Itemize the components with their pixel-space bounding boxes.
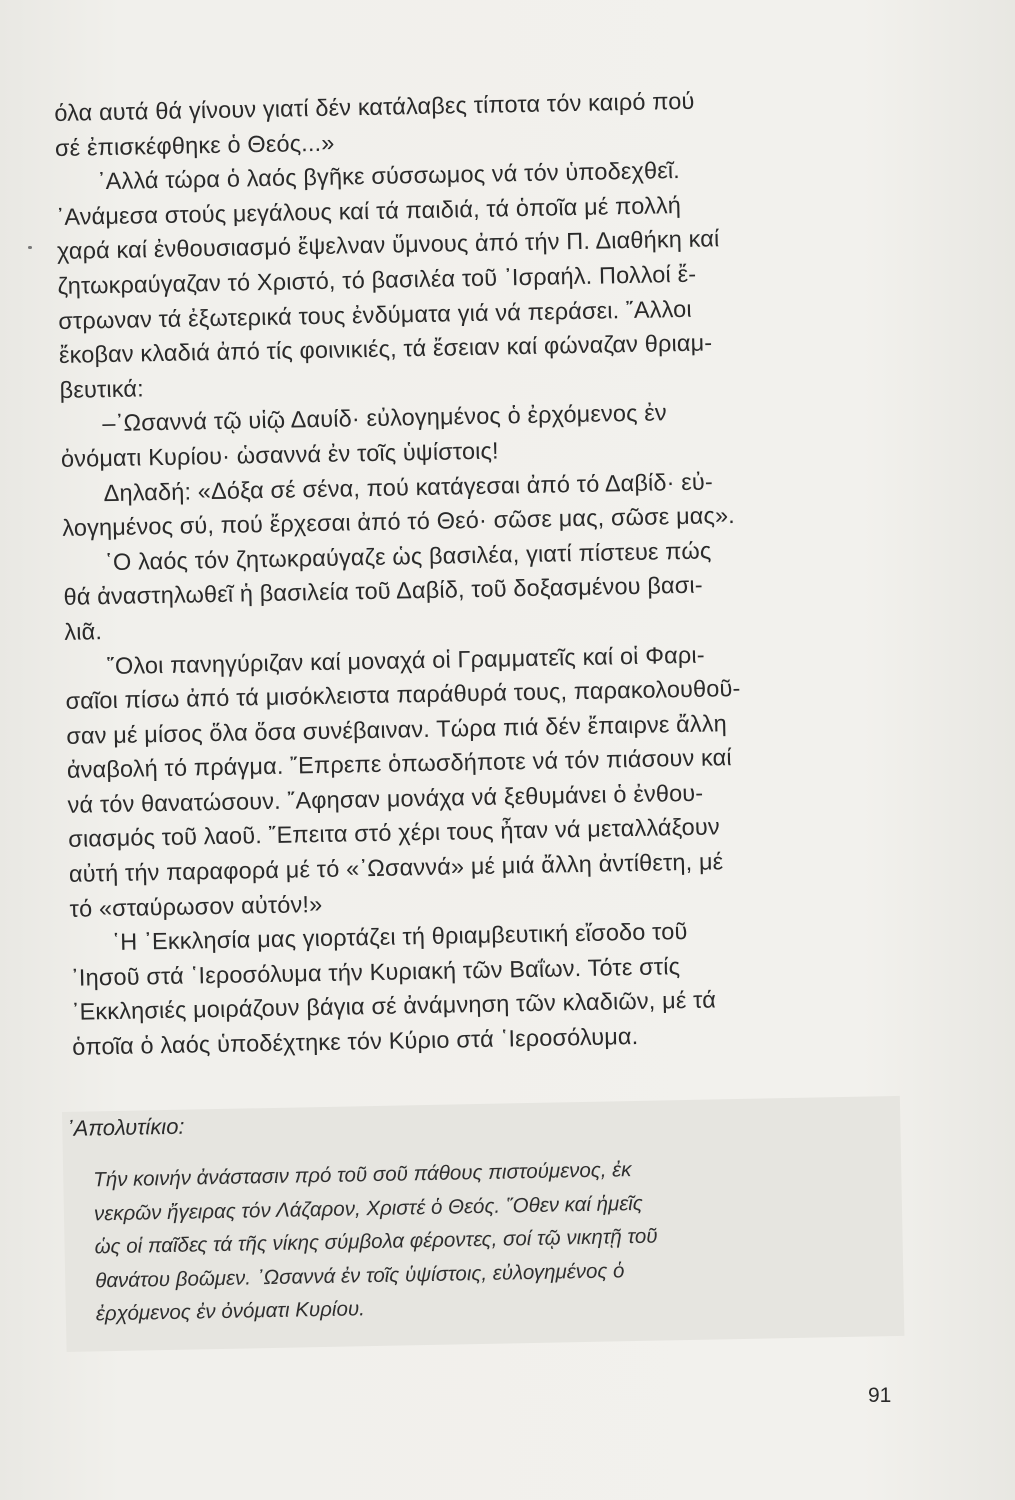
body-line: Δηλαδή: «Δόξα σέ σένα, πού κατάγεσαι ἀπό τό Δαβίδ· εὐ- (103, 467, 714, 506)
body-line: ζητωκραύγαζαν τό Χριστό, τό βασιλέα τοῦ ᾿Ισραήλ. Πολλοί ἔ- (57, 260, 697, 299)
body-line: λογημένος σύ, πού ἔρχεσαι ἀπό τό Θεό· σῶσε μας, σῶσε μας». (62, 502, 736, 542)
body-line: νά τόν θανατώσουν. ῎Αφησαν μονάχα νά ξεθυμάνει ὁ ἐνθου- (67, 779, 704, 818)
body-line: –᾿Ωσαννά τῷ υἱῷ Δαυίδ· εὐλογημένος ὁ ἐρχόμενος ἐν (102, 399, 668, 437)
body-line: ᾿Ανάμεσα στούς μεγάλους καί τά παιδιά, τά ὁποῖα μέ πολλή (56, 191, 682, 230)
apolytikio-line: ὡς οἱ παῖδες τά τῆς νίκης σύμβολα φέροντες, σοί τῷ νικητῇ τοῦ (94, 1224, 658, 1259)
body-line: τό «σταύρωσον αὐτόν!» (69, 890, 323, 922)
body-line: χαρά καί ἐνθουσιασμό ἔψελναν ὕμνους ἀπό τήν Π. Διαθήκη καί (56, 225, 720, 265)
body-line: σιασμός τοῦ λαοῦ. ῎Επειτα στό χέρι τους ἦταν νά μεταλλάξουν (68, 813, 721, 853)
body-line: βευτικά: (59, 375, 145, 403)
apolytikio-title: ᾿Απολυτίκιο: (66, 1113, 185, 1141)
apolytikio-line: Τήν κοινήν ἀνάστασιν πρό τοῦ σοῦ πάθους πιστούμενος, ἐκ (93, 1158, 632, 1192)
body-line: ᾿Αλλά τώρα ὁ λαός βγῆκε σύσσωμος νά τόν ὑποδεχθεῖ. (97, 157, 681, 195)
apolytikio-box (62, 1096, 904, 1352)
body-line: ῾Η ᾿Εκκλησία μας γιορτάζει τή θριαμβευτική εἴσοδο τοῦ (112, 918, 688, 956)
body-line: σαῖοι πίσω ἀπό τά μισόκλειστα παράθυρά τους, παρακολουθοῦ- (65, 675, 741, 714)
page-number: 91 (868, 1384, 892, 1407)
body-line: σαν μέ μίσος ὅλα ὅσα συνέβαιναν. Τώρα πιά δέν ἔπαιρνε ἄλλη (66, 709, 728, 749)
body-line: λιᾶ. (64, 618, 103, 645)
apolytikio-text (93, 1148, 886, 1331)
apolytikio-line: ἐρχόμενος ἐν ὀνόματι Κυρίου. (95, 1297, 366, 1326)
page-speck (28, 246, 32, 249)
body-line: αὐτή τήν παραφορά μέ τό «᾿Ωσαννά» μέ μιά ἄλλη ἀντίθετη, μέ (68, 848, 724, 887)
body-line: ἔκοβαν κλαδιά ἀπό τίς φοινικιές, τά ἔσειαν καί φώναζαν θριαμ- (58, 329, 713, 369)
body-line: ᾿Ιησοῦ στά ῾Ιεροσόλυμα τήν Κυριακή τῶν Βαΐων. Τότε στίς (70, 952, 681, 991)
body-line: ἀναβολή τό πράγμα. ῎Επρεπε ὁπωσδήποτε νά τόν πιάσουν καί (66, 744, 732, 784)
body-line: στρωναν τά ἐξωτερικά τους ἐνδύματα γιά νά περάσει. ῎Αλλοι (58, 295, 692, 334)
body-line: σέ ἐπισκέφθηκε ὁ Θεός...» (54, 129, 335, 161)
body-text (54, 80, 902, 1064)
body-line: ᾿Εκκλησιές μοιράζουν βάγια σέ ἀνάμνηση τῶν κλαδιῶν, μέ τά (71, 986, 717, 1026)
apolytikio-line: θανάτου βοῶμεν. ᾿Ωσαννά ἐν τοῖς ὑψίστοις, εὐλογημένος ὁ (95, 1258, 625, 1292)
body-line: ῞Ολοι πανηγύριζαν καί μοναχά οἱ Γραμματεῖς καί οἱ Φαρι- (106, 641, 705, 679)
body-line: όλα αυτά θά γίνουν γιατί δέν κατάλαβες τίποτα τόν καιρό πού (54, 87, 695, 126)
body-line: θά ἀναστηλωθεῖ ἡ βασιλεία τοῦ Δαβίδ, τοῦ δοξασμένου βασι- (63, 571, 703, 611)
body-line: ῾Ο λαός τόν ζητωκραύγαζε ὡς βασιλέα, γιατί πίστευε πώς (104, 537, 712, 575)
body-line: ὀνόματι Κυρίου· ὡσαννά ἐν τοῖς ὑψίστοις! (60, 437, 499, 472)
body-line: ὁποῖα ὁ λαός ὑποδέχτηκε τόν Κύριο στά ῾Ιεροσόλυμα. (72, 1022, 639, 1060)
apolytikio-line: νεκρῶν ἤγειρας τόν Λάζαρον, Χριστέ ὁ Θεός. ῞Οθεν καί ἡμεῖς (93, 1191, 643, 1225)
